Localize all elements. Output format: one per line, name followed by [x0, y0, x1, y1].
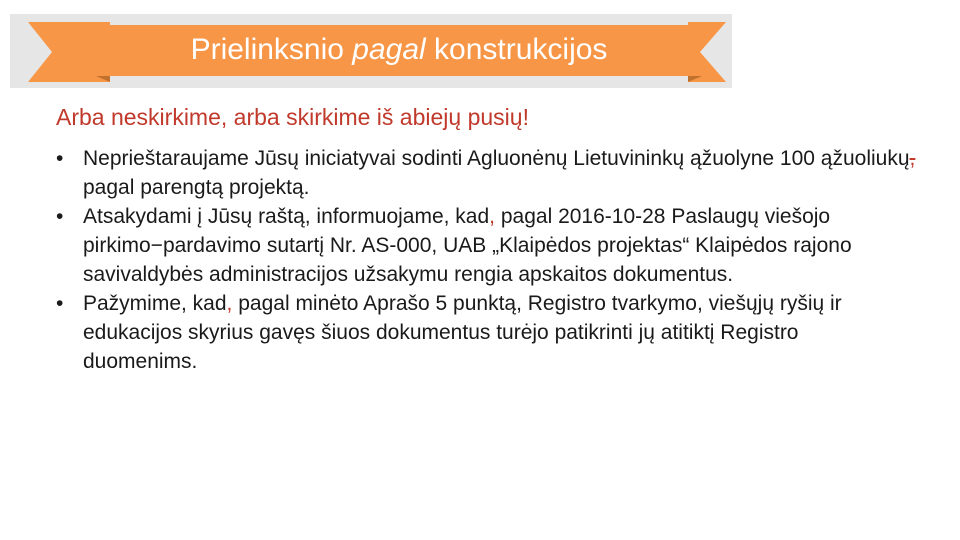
bullet-text-start: Neprieštaraujame Jūsų iniciatyvai sodinti Agluonėnų Lietuvininkų ąžuolyne 100 ąžuoliukų	[83, 147, 910, 170]
title-part-1: Prielinksnio	[190, 33, 353, 66]
bullet-text-start: Atsakydami į Jūsų raštą, informuojame, kad	[83, 205, 490, 228]
bullet-text-end: pagal minėto Aprašo 5 punktą, Registro tvarkymo, viešųjų ryšių ir edukacijos skyrius gavęs šiuos dokumentus turėjo patikrinti jų atitiktį Registro duomenims.	[83, 292, 842, 373]
bullet-text-end: pagal 2016-10-28 Paslaugų viešojo pirkimo−pardavimo sutartį Nr. AS-000, UAB „Klaipėdos projektas“ Klaipėdos rajono savivaldybės administracijos užsakymu rengia apskaitos dokumentus.	[83, 205, 852, 286]
slide-title	[110, 25, 688, 75]
bullet-item	[56, 144, 916, 202]
struck-comma: ,	[909, 147, 916, 170]
bullet-text-end: pagal parengtą projektą.	[83, 176, 310, 199]
bullet-item	[56, 202, 916, 289]
bullet-list	[56, 144, 916, 376]
bullet-item	[56, 289, 916, 376]
bullet-text-start: Pažymime, kad	[83, 292, 227, 315]
bullet-dot-icon: •	[56, 147, 64, 170]
bullet-dot-icon: •	[56, 205, 64, 228]
bullet-dot-icon: •	[56, 292, 64, 315]
title-part-2: konstrukcijos	[425, 33, 608, 66]
ribbon-left-tail	[28, 22, 110, 82]
ribbon-right-tail	[688, 22, 726, 82]
subtitle: Arba neskirkime, arba skirkime iš abiejų pusių!	[56, 104, 529, 130]
title-emphasis: pagal	[352, 33, 426, 66]
highlighted-comma: ,	[226, 292, 233, 315]
highlighted-comma: ,	[489, 205, 496, 228]
